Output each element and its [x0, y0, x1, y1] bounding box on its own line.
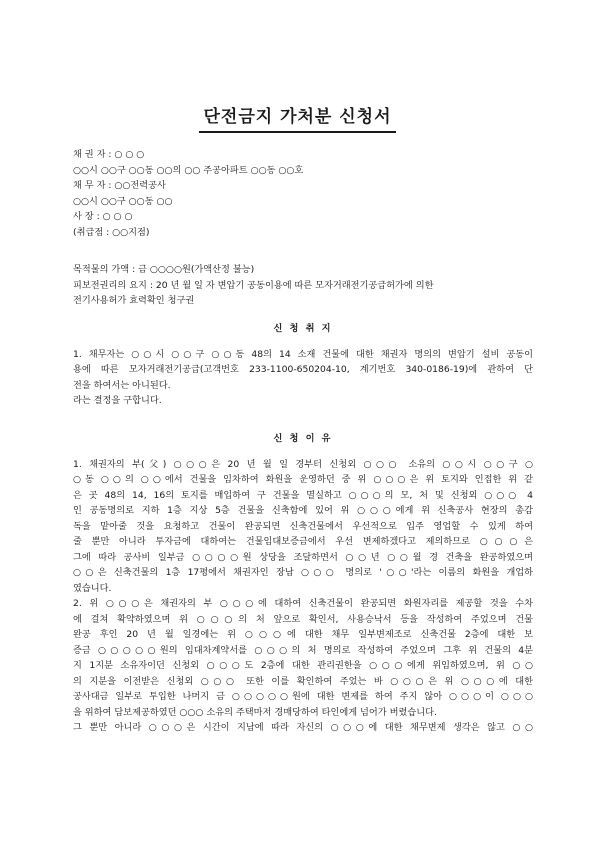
paragraph-line: 지 1지분 소유자이던 신청외 ○○○도 2층에 대한 관리권한을 ○○○에게 위임하였으며, 위 ○○	[73, 660, 533, 671]
paragraph-line: 라는 결정을 구합니다.	[73, 395, 162, 406]
case-info-block	[73, 262, 533, 309]
creditor-address: ○○시 ○○구 ○○동 ○○의 ○○ 주공아파트 ○○동 ○○호	[73, 164, 304, 176]
paragraph-line: 줄 뿐만 아니라 투자금에 대하여는 건물임대보증금에서 우선 변제하겠다고 제의하므로 ○○○은	[73, 536, 533, 547]
debtor-label: 채 무 자 : ○○전력공사	[73, 180, 166, 191]
paragraph-line: 의 지분을 이전받은 신청외 ○○○ 또한 이를 확인하여 주었는 바 ○○○은 위 ○○○에 대한	[73, 675, 533, 687]
section-heading: 신 청 취 지	[273, 323, 333, 334]
paragraph-line: 완공 후인 20 년 월 일경에는 위 ○○○에 대한 채무 일부변제조로 신축건물 2층에 대한 보	[73, 629, 533, 640]
section-heading: 신 청 이 유	[273, 433, 333, 444]
paragraph-line: 용에 따른 모자거래전기공급(고객번호 233-1100-650204-10, 계기번호 340-0186-19)에 관하여 단	[73, 364, 533, 375]
paragraph-line: 였습니다.	[73, 582, 112, 594]
paragraph-line: 그에 따라 공사비 일부금 ○○○○원 상당을 조달하면서 ○○년 ○○월 경 건축을 완공하였으며	[73, 551, 533, 563]
paragraph-line: 인 공동명의로 지하 1층 지상 5층 건물을 신축함에 있어 위 ○○○에게 위 신축공사 현장의 총감	[73, 505, 533, 516]
paragraph-line: 독을 맡아줄 것을 요청하고 건물이 완공되면 신축건물에서 우선적으로 입주 영업할 수 있게 하여	[73, 520, 533, 532]
document-title: 단전금지 가처분 신청서	[199, 106, 395, 133]
preserved-right-summary: 피보전권리의 요지 : 20 년 월 일 자 변압기 공동이용에 따른 모자거래전기공급허가에 의한	[73, 279, 434, 291]
paragraph-line: 은 곳 48의 14, 16의 토지를 매입하여 구 건물을 멸실하고 ○○○의 모, 처 및 신청외 ○○○ 4	[73, 489, 533, 501]
preserved-right-summary-cont: 전기사용허가 효력확인 청구권	[73, 295, 195, 306]
title-block	[0, 106, 595, 133]
paragraph-line: 공사대금 일부로 투입한 나머지 금 ○○○○○원에 대한 변제를 하여 주지 않아 ○○○이 ○○○	[73, 691, 533, 702]
paragraph-line: 그 뿐만 아니라 ○○○은 시간이 지남에 따라 자신의 ○○○에 대한 채무변제 생각은 않고 ○○	[73, 722, 533, 733]
section-purpose	[73, 321, 533, 409]
paragraph-line: 을 위하여 담보제공하였던 ○○○ 소유의 주택마저 경매당하여 타인에게 넘어가 버렸습니다.	[73, 706, 437, 718]
paragraph-line: 전을 하여서는 아니된다.	[73, 379, 171, 391]
paragraph-line: 1. 채무자는 ○○시 ○○구 ○○동 48의 14 소재 건물에 대한 채권자 명의의 변압기 설비 공동이	[73, 348, 533, 360]
creditor-label: 채 권 자 : ○ ○ ○	[73, 149, 145, 160]
paragraph-line: ○○은 신축건물의 1층 17평에서 채권자인 장남 ○○○ 명의로 '○○'라는 이름의 화원을 개업하	[73, 567, 533, 578]
debtor-address: ○○시 ○○구 ○○동 ○○	[73, 195, 173, 207]
paragraph-line: 에 걸쳐 확약하였으며 위 ○○○의 처 앞으로 확인서, 사용승낙서 등을 작성하여 주었으며 건물	[73, 613, 533, 625]
parties-block	[73, 147, 533, 240]
claim-value: 목적물의 가액 : 금 ○○○○원(가액산정 불능)	[73, 264, 255, 275]
paragraph-line: 1. 채권자의 부(父) ○○○은 20 년 월 일 경부터 신청외 ○○○ 소유의 ○○시 ○○구 ○	[73, 458, 533, 470]
section-reasons	[73, 431, 533, 736]
paragraph-line: ○동 ○○의 ○○에서 건물을 임차하여 화원을 운영하던 중 위 ○○○은 위 토지와 인접한 위 같	[73, 474, 533, 485]
debtor-representative: 사 장 : ○ ○ ○	[73, 211, 133, 222]
paragraph-line: 증금 ○○○○○원의 임대차계약서를 ○○○의 처 명의로 작성하여 주었으며 그후 위 건물의 4분	[73, 644, 533, 656]
debtor-branch: (취급점 : ○○지점)	[73, 226, 150, 238]
paragraph-line: 2. 위 ○○○은 채권자의 부 ○○○에 대하여 신축건물이 완공되면 화원자리를 제공할 것을 수차	[73, 598, 533, 609]
